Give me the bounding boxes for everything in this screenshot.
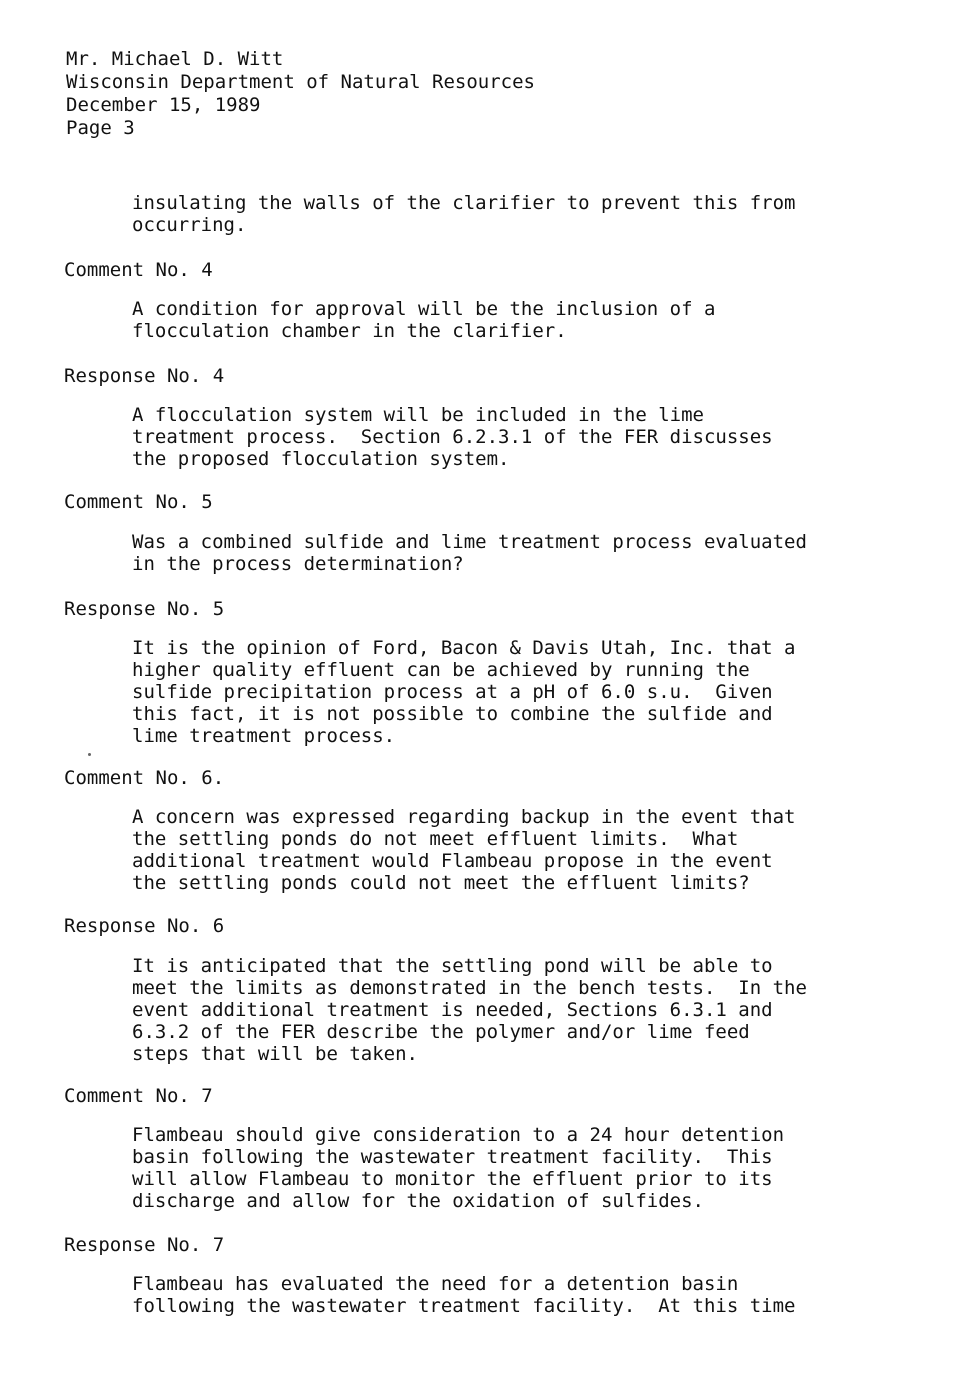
letter-date: December 15, 1989 [66,94,261,116]
text-line: Was a combined sulfide and lime treatment process evaluated [132,531,807,553]
text-line: lime treatment process. [132,725,396,747]
comment-6-text [132,806,932,894]
text-line: event additional treatment is needed, Sections 6.3.1 and [132,999,773,1021]
recipient-name: Mr. Michael D. Witt [66,48,284,70]
text-line: occurring. [132,214,247,236]
response-4-heading: Response No. 4 [64,365,225,387]
comment-5-heading: Comment No. 5 [64,491,213,513]
text-line: the proposed flocculation system. [132,448,510,470]
text-line: discharge and allow for the oxidation of sulfides. [132,1190,704,1212]
recipient-organization: Wisconsin Department of Natural Resources [66,71,535,93]
comment-6-heading: Comment No. 6. [64,767,225,789]
response-5-text [132,637,932,747]
text-line: additional treatment would Flambeau propose in the event [132,850,773,872]
text-line: this fact, it is not possible to combine the sulfide and [132,703,773,725]
letter-header [66,48,535,140]
response-4-text [132,404,932,470]
text-line: A flocculation system will be included in the lime [132,404,704,426]
text-line: A concern was expressed regarding backup in the event that [132,806,796,828]
text-line: higher quality effluent can be achieved by running the [132,659,750,681]
text-line: insulating the walls of the clarifier to prevent this from [132,192,796,214]
response-5-heading: Response No. 5 [64,598,225,620]
text-line: steps that will be taken. [132,1043,418,1065]
continuation-paragraph [132,192,932,236]
response-6-heading: Response No. 6 [64,915,225,937]
text-line: Flambeau should give consideration to a 24 hour detention [132,1124,785,1146]
text-line: the settling ponds could not meet the effluent limits? [132,872,750,894]
comment-7-text [132,1124,932,1212]
text-line: treatment process. Section 6.2.3.1 of the FER discusses [132,426,773,448]
response-7-text [132,1273,932,1317]
response-6-text [132,955,932,1065]
text-line: Flambeau has evaluated the need for a detention basin [132,1273,739,1295]
text-line: flocculation chamber in the clarifier. [132,320,567,342]
comment-4-heading: Comment No. 4 [64,259,213,281]
text-line: will allow Flambeau to monitor the effluent prior to its [132,1168,773,1190]
scan-speck [88,753,91,756]
text-line: A condition for approval will be the inclusion of a [132,298,716,320]
page-number: Page 3 [66,117,135,139]
text-line: the settling ponds do not meet effluent limits. What [132,828,739,850]
comment-5-text [132,531,932,575]
text-line: sulfide precipitation process at a pH of 6.0 s.u. Given [132,681,773,703]
text-line: in the process determination? [132,553,464,575]
text-line: meet the limits as demonstrated in the bench tests. In the [132,977,807,999]
comment-7-heading: Comment No. 7 [64,1085,213,1107]
text-line: 6.3.2 of the FER describe the polymer and/or lime feed [132,1021,750,1043]
text-line: basin following the wastewater treatment facility. This [132,1146,773,1168]
text-line: It is anticipated that the settling pond will be able to [132,955,773,977]
text-line: It is the opinion of Ford, Bacon & Davis Utah, Inc. that a [132,637,796,659]
response-7-heading: Response No. 7 [64,1234,225,1256]
text-line: following the wastewater treatment facility. At this time [132,1295,796,1317]
comment-4-text [132,298,932,342]
